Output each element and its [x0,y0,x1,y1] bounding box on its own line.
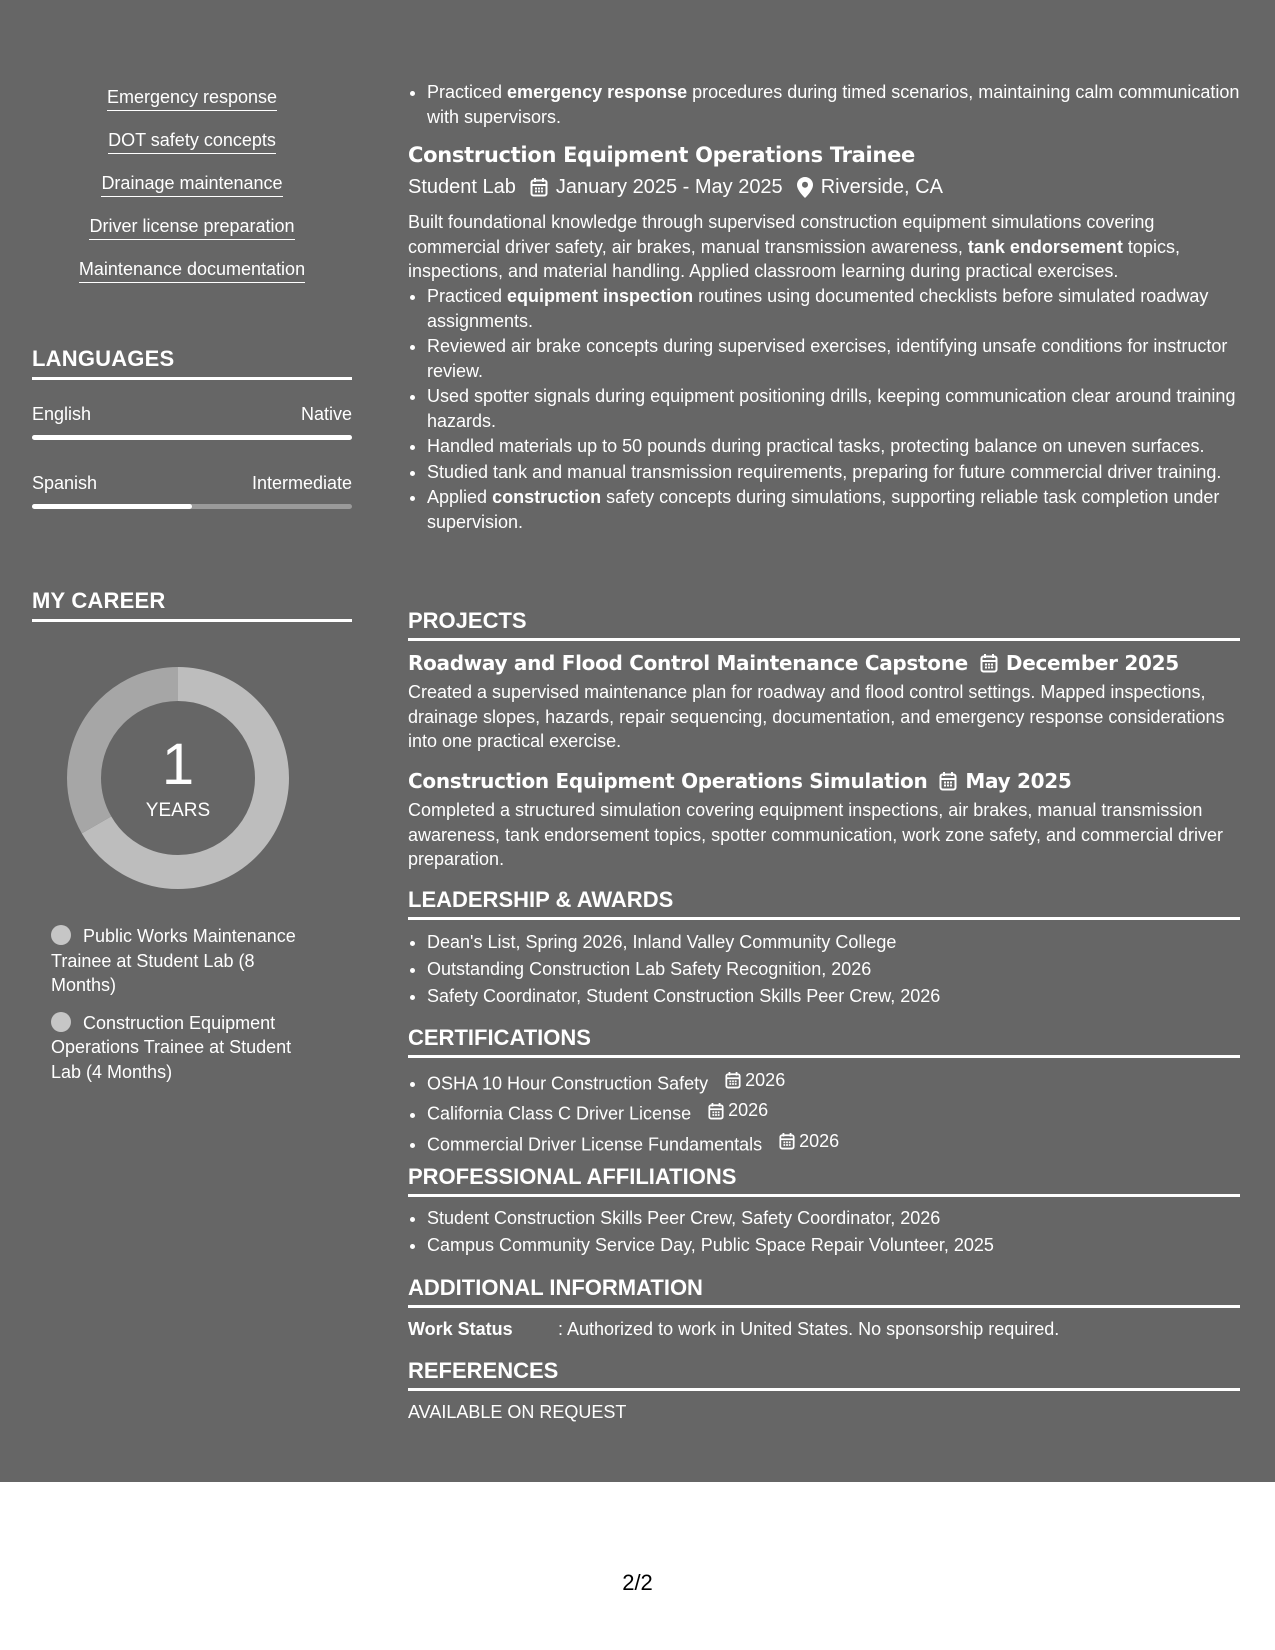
affiliations-heading: PROFESSIONAL AFFILIATIONS [408,1165,1240,1197]
job-title: Construction Equipment Operations Trainee [408,143,915,167]
skill-item: Emergency response [107,86,277,111]
calendar-icon [939,771,957,791]
calendar-icon [725,1071,741,1089]
prev-job-bullets [408,80,1259,130]
project-title-row [408,769,1240,794]
language-level: Native [300,404,352,424]
language-bar-fill [32,504,192,509]
calendar-icon [708,1102,724,1120]
certifications-list [408,1068,1259,1157]
certification-name: OSHA 10 Hour Construction Safety [427,1073,709,1094]
project-title: Roadway and Flood Control Maintenance Capstone [408,651,968,675]
calendar-icon [980,653,998,673]
languages-heading: LANGUAGES [32,346,352,380]
list-item: • Dean's List, Spring 2026, Inland Valley Community College [427,930,1259,955]
project-date: May 2025 [965,769,1072,793]
skill-item: Driver license preparation [89,215,294,240]
skill-item: Drainage maintenance [101,172,282,197]
calendar-icon [779,1132,795,1150]
page-number: 2/2 [622,1570,653,1595]
language-spanish [32,473,352,509]
job-meta [408,175,1240,200]
location-pin-icon [797,177,813,198]
job-location: Riverside, CA [820,176,943,198]
language-bar [32,504,352,509]
bullet-item: • Practiced emergency response procedures during timed scenarios, maintaining calm communication with supervisors. [427,80,1259,129]
certification-name: Commercial Driver License Fundamentals [427,1133,763,1154]
projects-heading: PROJECTS [408,609,1240,641]
certification-item [427,1129,1259,1157]
project-description: Created a supervised maintenance plan for roadway and flood control settings. Mapped inspections, drainage slopes, hazards, repair sequencing, documentation, and emergency response considerations into one practical exercise. [408,682,1225,751]
bullet-item: • Reviewed air brake concepts during supervised exercises, identifying unsafe conditions for instructor review. [427,334,1259,383]
list-item: • Campus Community Service Day, Public Space Repair Volunteer, 2025 [427,1233,1259,1258]
certification-item [427,1098,1259,1126]
bullet-item: • Handled materials up to 50 pounds during practical tasks, protecting balance on uneven surfaces. [427,434,1259,459]
language-bar [32,435,352,440]
work-status-value: : Authorized to work in United States. No sponsorship required. [558,1319,1060,1339]
career-item [51,924,316,998]
career-item [51,1011,316,1085]
list-item: • Safety Coordinator, Student Construction Skills Peer Crew, 2026 [427,984,1259,1009]
skill-item: DOT safety concepts [108,129,276,154]
project-description: Completed a structured simulation covering equipment inspections, air brakes, manual transmission awareness, tank endorsement topics, spotter communication, work zone safety, and commercial driver preparation. [408,800,1224,869]
career-heading: MY CAREER [32,588,352,622]
bullet-item: • Used spotter signals during equipment positioning drills, keeping communication clear around training hazards. [427,384,1259,433]
work-status-label: Work Status [408,1319,513,1339]
certification-year: 2026 [728,1100,769,1121]
project-title-row [408,651,1240,676]
language-name: Spanish [32,473,98,493]
references-text: AVAILABLE ON REQUEST [408,1402,627,1422]
certification-year: 2026 [745,1070,786,1090]
language-bar-fill [32,435,352,440]
language-level: Intermediate [251,473,352,493]
language-english [32,404,352,440]
project-title: Construction Equipment Operations Simulation [408,769,928,793]
career-item-text: Public Works Maintenance Trainee at Student Lab (8 Months) [51,926,296,995]
leadership-list [408,930,1259,1010]
work-status-row [408,1317,1240,1342]
language-name: English [32,404,92,424]
career-total-unit: YEARS [145,800,211,821]
job-bullets [408,284,1259,535]
bullet-item: • Studied tank and manual transmission requirements, preparing for future commercial driver training. [427,460,1259,485]
affiliations-list [408,1206,1259,1259]
bullet-item: • Practiced equipment inspection routines using documented checklists before simulated roadway assignments. [427,284,1259,333]
career-list [51,924,316,1097]
career-donut-chart [66,666,290,890]
skill-item: Maintenance documentation [79,258,305,283]
career-dot-icon [51,925,71,945]
job-summary: Built foundational knowledge through supervised construction equipment simulations covering commercial driver safety, air brakes, manual transmission awareness, tank endorsement topics, inspections, and material handling. Applied classroom learning during practical exercises. [408,212,1180,281]
bullet-item: • Applied construction safety concepts during simulations, supporting reliable task completion under supervision. [427,485,1259,534]
calendar-icon [530,177,548,197]
certification-year: 2026 [799,1130,840,1151]
job-dates: January 2025 - May 2025 [555,176,783,198]
career-item-text: Construction Equipment Operations Trainee at Student Lab (4 Months) [51,1012,292,1082]
skills-list [32,86,352,301]
list-item: • Student Construction Skills Peer Crew, Safety Coordinator, 2026 [427,1206,1259,1231]
certifications-heading: CERTIFICATIONS [408,1026,1240,1058]
additional-heading: ADDITIONAL INFORMATION [408,1276,1240,1308]
career-total-number: 1 [161,732,195,797]
project-date: December 2025 [1005,651,1179,675]
leadership-heading: LEADERSHIP & AWARDS [408,888,1240,920]
list-item: • Outstanding Construction Lab Safety Recognition, 2026 [427,957,1259,982]
certification-item [427,1068,1259,1096]
career-dot-icon [51,1012,71,1032]
job-company: Student Lab [408,176,516,198]
references-heading: REFERENCES [408,1359,1240,1391]
certification-name: California Class C Driver License [427,1103,692,1124]
